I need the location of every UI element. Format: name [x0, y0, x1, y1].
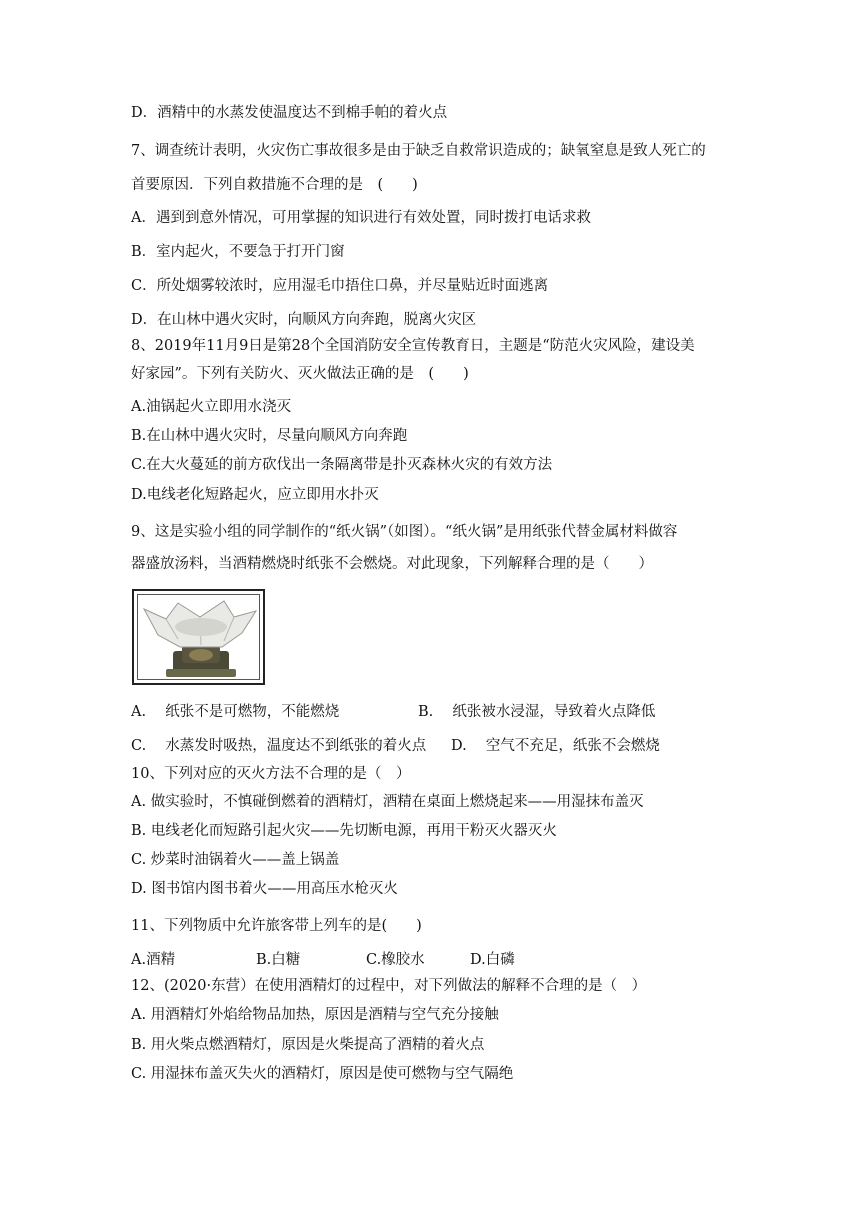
q9-stem-line1: 9、这是实验小组的同学制作的“纸火锅”（如图）。“纸火锅”是用纸张代替金属材料做容 — [131, 524, 678, 540]
paper-hotpot-image — [138, 595, 263, 683]
paper-hotpot-figure — [132, 589, 265, 685]
q12-option-b: B. 用火柴点燃酒精灯，原因是火柴提高了酒精的着火点 — [131, 1037, 485, 1053]
q8-option-d: D.电线老化短路起火，应立即用水扑灭 — [131, 487, 379, 503]
q10-stem: 10、下列对应的灭火方法不合理的是（ ） — [131, 766, 411, 782]
q8-stem-line2: 好家园”。下列有关防火、灭火做法正确的是 ( ) — [131, 366, 469, 382]
q9-option-d: D. 空气不充足，纸张不会燃烧 — [451, 738, 660, 754]
q11-option-d: D.白磷 — [470, 952, 515, 968]
q10-option-a: A. 做实验时，不慎碰倒燃着的酒精灯，酒精在桌面上燃烧起来——用湿抹布盖灭 — [131, 794, 644, 810]
q8-option-a: A.油锅起火立即用水浇灭 — [131, 399, 292, 415]
q6-option-d: D．酒精中的水蒸发使温度达不到棉手帕的着火点 — [131, 105, 448, 121]
q11-option-a: A.酒精 — [131, 952, 176, 968]
q12-option-c: C. 用湿抹布盖灭失火的酒精灯，原因是使可燃物与空气隔绝 — [131, 1066, 514, 1082]
q7-option-d: D．在山林中遇火灾时，向顺风方向奔跑，脱离火灾区 — [131, 312, 477, 328]
q7-option-c: C．所处烟雾较浓时，应用湿毛巾捂住口鼻，并尽量贴近时面逃离 — [131, 278, 549, 294]
q9-option-c: C. 水蒸发时吸热，温度达不到纸张的着火点 — [131, 738, 427, 754]
q12-stem: 12、(2020·东营）在使用酒精灯的过程中，对下列做法的解释不合理的是（ ） — [131, 978, 647, 994]
q7-option-a: A．遇到到意外情况，可用掌握的知识进行有效处置，同时拨打电话求救 — [131, 210, 591, 226]
q10-option-d: D. 图书馆内图书着火——用高压水枪灭火 — [131, 881, 398, 897]
q7-stem-line2: 首要原因．下列自救措施不合理的是 ( ) — [131, 177, 418, 193]
q9-option-b: B. 纸张被水浸湿，导致着火点降低 — [418, 704, 656, 720]
q11-stem: 11、下列物质中允许旅客带上列车的是( ) — [131, 918, 422, 934]
q7-stem-line1: 7、调查统计表明，火灾伤亡事故很多是由于缺乏自救常识造成的；缺氧窒息是致人死亡的 — [131, 143, 706, 159]
q8-stem-line1: 8、2019年11月9日是第28个全国消防安全宣传教育日，主题是“防范火灾风险，建设美 — [131, 338, 695, 354]
q10-option-b: B. 电线老化而短路引起火灾——先切断电源，再用干粉灭火器灭火 — [131, 823, 557, 839]
q9-stem-line2: 器盛放汤料，当酒精燃烧时纸张不会燃烧。对此现象，下列解释合理的是（ ） — [131, 556, 653, 572]
q9-option-a: A. 纸张不是可燃物，不能燃烧 — [131, 704, 340, 720]
q10-option-c: C. 炒菜时油锅着火——盖上锅盖 — [131, 852, 340, 868]
q11-option-b: B.白糖 — [256, 952, 301, 968]
q12-option-a: A. 用酒精灯外焰给物品加热，原因是酒精与空气充分接触 — [131, 1007, 499, 1023]
q11-option-c: C.橡胶水 — [366, 952, 425, 968]
q7-option-b: B．室内起火，不要急于打开门窗 — [131, 244, 345, 260]
q8-option-b: B.在山林中遇火灾时，尽量向顺风方向奔跑 — [131, 428, 408, 444]
q8-option-c: C.在大火蔓延的前方砍伐出一条隔离带是扑灭森林火灾的有效方法 — [131, 457, 553, 473]
